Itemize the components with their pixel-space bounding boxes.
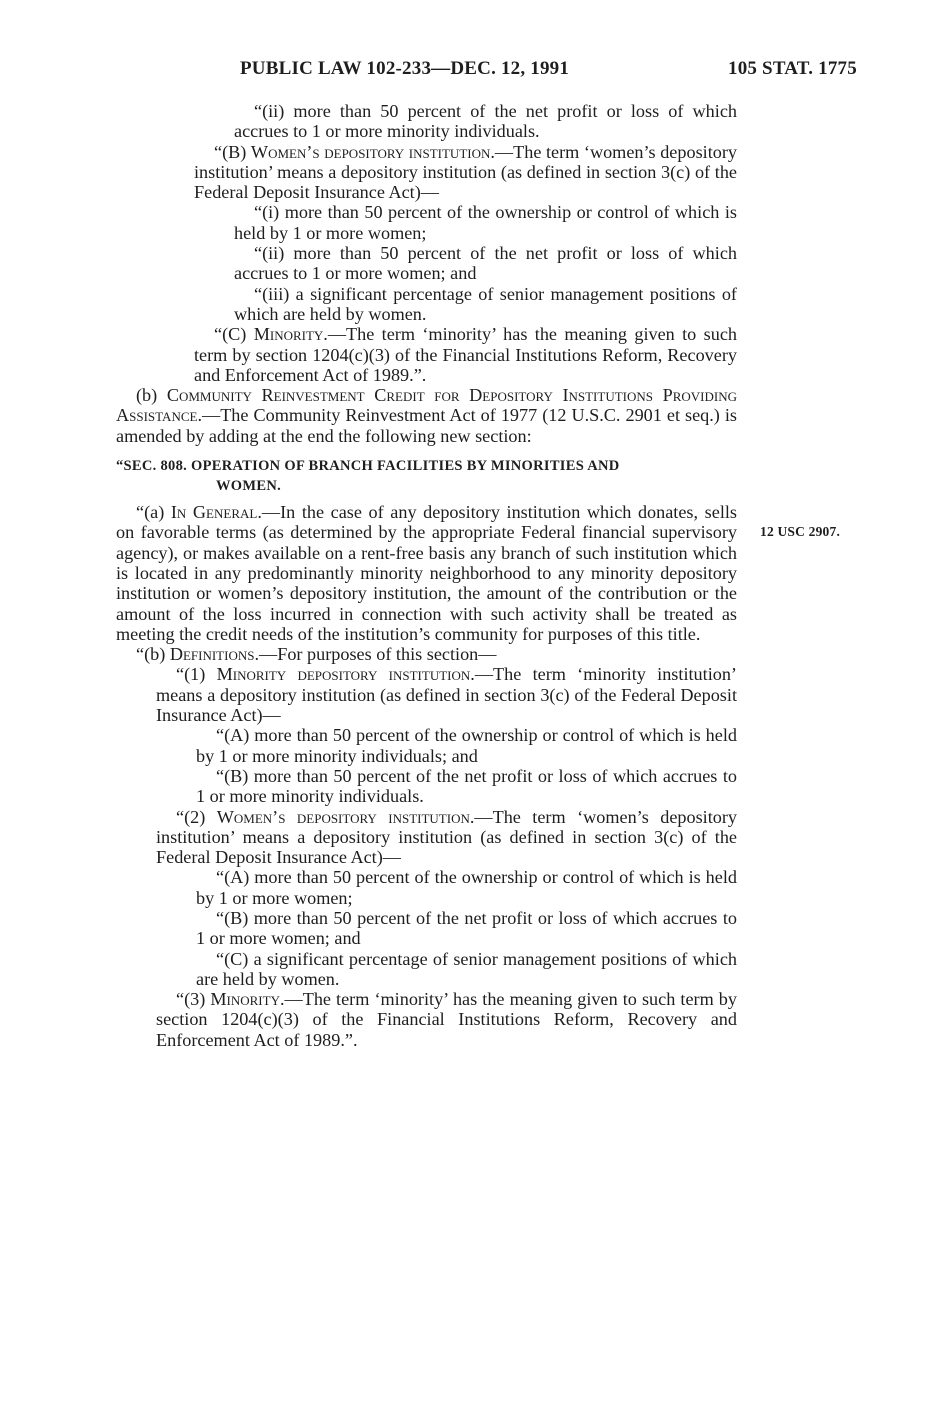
margin-citation: 12 USC 2907. bbox=[760, 524, 841, 539]
heading: Minority bbox=[210, 989, 280, 1010]
lead: “(1) bbox=[176, 664, 217, 685]
text: .—The term ‘minority institution’ means a depository institution (as defined in section 3(c) of the Federal Deposit Insurance Act)— bbox=[156, 664, 737, 726]
text: .—The term ‘women’s depository institution’ means a depository institution (as defined in section 3(c) of the Federal Deposit Insurance Act)— bbox=[156, 806, 738, 868]
heading: Community Reinvestment Credit for Depository Institutions Providing Assistance bbox=[116, 385, 737, 426]
clause-i-women: “(i) more than 50 percent of the ownership or control of which is held by 1 or more women; bbox=[234, 202, 737, 243]
subparagraph-a-ownership: “(A) more than 50 percent of the ownership or control of which is held by 1 or more minority individuals; and bbox=[196, 725, 737, 766]
subsection-a-general bbox=[116, 502, 737, 644]
subparagraph-b-profit: “(B) more than 50 percent of the net profit or loss of which accrues to 1 or more minority individuals. bbox=[196, 765, 737, 807]
heading: Women’s depository institution bbox=[250, 141, 491, 162]
section-heading-line2: WOMEN. bbox=[216, 478, 282, 495]
heading: Definitions bbox=[169, 644, 255, 665]
subparagraph-c-minority bbox=[116, 324, 737, 385]
paragraph-2-womens-institution bbox=[116, 807, 737, 868]
section-heading-line1: “SEC. 808. OPERATION OF BRANCH FACILITIES BY MINORITIES AND bbox=[116, 458, 620, 475]
heading: Women’s depository institution bbox=[216, 806, 470, 827]
lead: “(b) bbox=[136, 644, 170, 665]
heading: Minority depository institution bbox=[216, 664, 471, 685]
section-808-heading bbox=[116, 456, 737, 496]
paragraph-3-minority bbox=[116, 989, 737, 1050]
text: .—The term ‘women’s depository institution’ means a depository institution (as defined in section 3(c) of the Federal Deposit Insurance Act)— bbox=[194, 141, 737, 203]
text: .—In the case of any depository institution which donates, sells on favorable terms (as determined by the appropriate Federal financial supervisory agency), or makes available on a rent-free basis any branch of such institution which is located in any predominantly minority neighborhood to any minority depository institution or women’s depository institution, the amount of the contribution or the amount of the loss incurred in connection with such activity shall be treated as meeting the credit needs of the institution’s community for purposes of this title. bbox=[116, 502, 737, 644]
page-header-title: PUBLIC LAW 102-233—DEC. 12, 1991 bbox=[240, 58, 570, 79]
heading: In General bbox=[170, 502, 258, 523]
lead: “(a) bbox=[136, 502, 171, 523]
clause-ii-women: “(ii) more than 50 percent of the net profit or loss of which accrues to 1 or more women; and bbox=[234, 243, 737, 284]
subsection-b-definitions bbox=[116, 644, 737, 664]
subparagraph-b-women-profit: “(B) more than 50 percent of the net profit or loss of which accrues to 1 or more women; and bbox=[196, 907, 737, 949]
text: .—The term ‘minority’ has the meaning given to such term by section 1204(c)(3) of the Financial Institutions Reform, Recovery and Enforcement Act of 1989.”. bbox=[156, 989, 737, 1050]
subparagraph-b-womens bbox=[116, 142, 737, 203]
body-text bbox=[116, 101, 737, 1050]
page-header-stat: 105 STAT. 1775 bbox=[728, 58, 857, 79]
subparagraph-c-women-management: “(C) a significant percentage of senior management positions of which are held by women. bbox=[196, 948, 737, 989]
lead: “(2) bbox=[176, 806, 217, 827]
lead: “(C) bbox=[214, 324, 254, 345]
clause-ii-minority: “(ii) more than 50 percent of the net profit or loss of which accrues to 1 or more minority individuals. bbox=[234, 101, 737, 142]
text: .—For purposes of this section— bbox=[254, 644, 497, 665]
lead: “(B) bbox=[214, 141, 251, 162]
heading: Minority bbox=[253, 324, 324, 345]
lead: “(3) bbox=[176, 989, 211, 1010]
lead: (b) bbox=[136, 385, 167, 406]
text: .—The Community Reinvestment Act of 1977 (12 U.S.C. 2901 et seq.) is amended by adding at the end the following new section: bbox=[116, 405, 737, 446]
subsection-b-cra bbox=[116, 385, 737, 446]
paragraph-1-minority-institution bbox=[116, 664, 737, 725]
clause-iii-women: “(iii) a significant percentage of senior management positions of which are held by women. bbox=[234, 283, 737, 324]
subparagraph-a-women-ownership: “(A) more than 50 percent of the ownership or control of which is held by 1 or more women; bbox=[196, 867, 737, 908]
text: .—The term ‘minority’ has the meaning given to such term by section 1204(c)(3) of the Financial Institutions Reform, Recovery and Enforcement Act of 1989.”. bbox=[194, 324, 737, 385]
